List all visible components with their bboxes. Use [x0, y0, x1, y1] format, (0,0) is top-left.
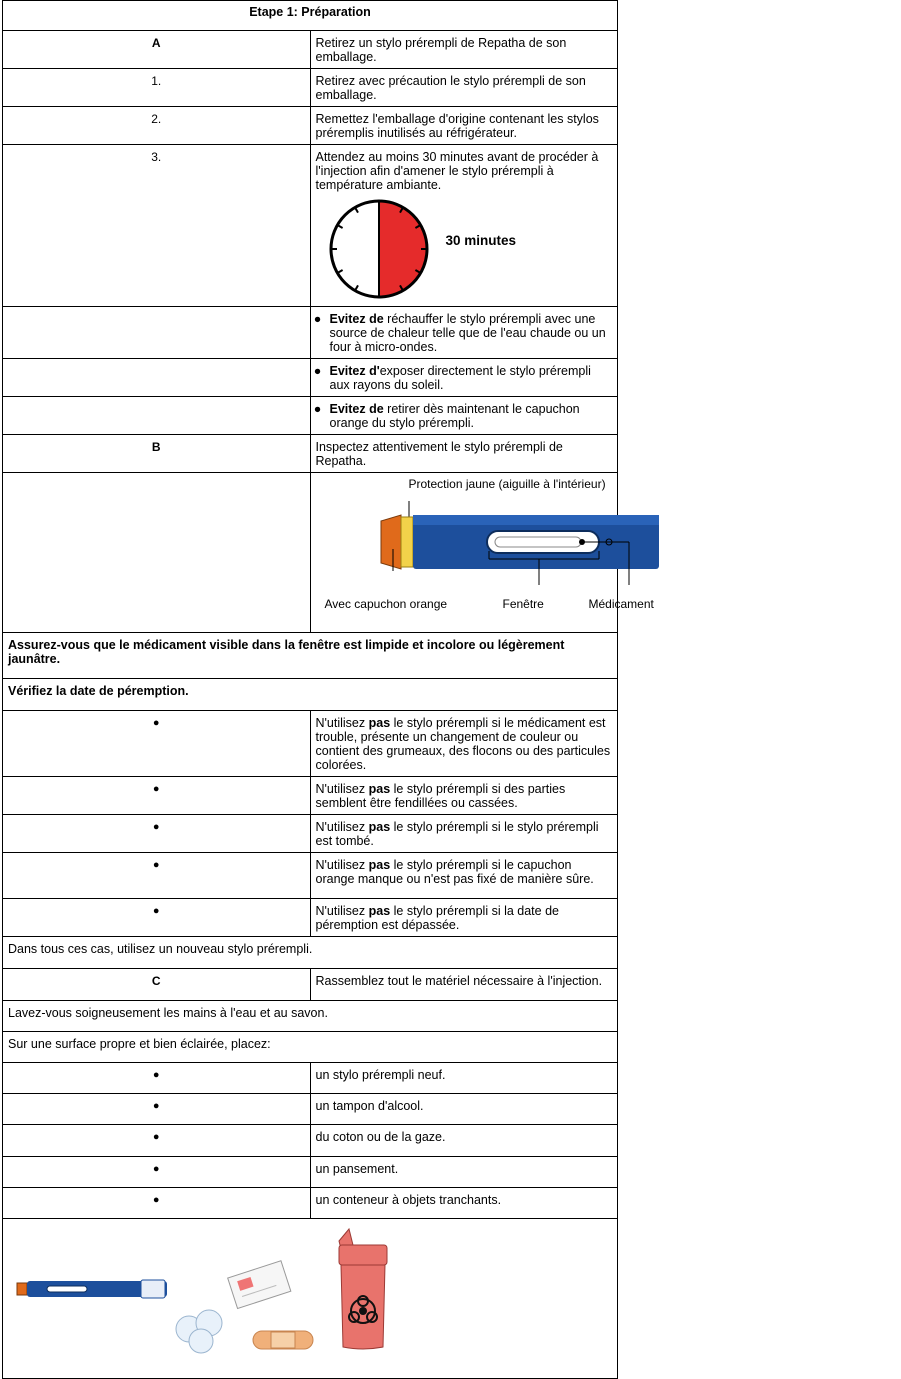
step-number: 3.: [3, 145, 311, 307]
label-window: Fenêtre: [502, 597, 544, 611]
section-key-a: A: [3, 31, 311, 69]
section-key-b: B: [3, 435, 311, 473]
warning-item: Evitez d'exposer directement le stylo prérempli aux rayons du soleil.: [329, 364, 591, 392]
step-title: Etape 1: Préparation: [3, 1, 618, 31]
bullet-icon: ●: [3, 1125, 311, 1157]
label-yellow-guard: Protection jaune (aiguille à l'intérieur): [408, 477, 606, 491]
section-b-text: Inspectez attentivement le stylo prérempli de Repatha.: [310, 435, 618, 473]
label-orange-cap: Avec capuchon orange: [324, 597, 448, 611]
bandage-icon: [253, 1331, 313, 1349]
bullet-icon: ●: [3, 815, 311, 853]
bullet-icon: ●: [3, 1094, 311, 1125]
check-date-text: Vérifiez la date de péremption.: [3, 679, 618, 711]
bullet-icon: ●: [313, 402, 322, 416]
wash-hands-text: Lavez-vous soigneusement les mains à l'eau et au savon.: [3, 1001, 618, 1032]
supply-item: du coton ou de la gaze.: [310, 1125, 618, 1157]
check-clear-text: Assurez-vous que le médicament visible dans la fenêtre est limpide et incolore ou légèrement jaunâtre.: [3, 633, 618, 679]
supply-item: un pansement.: [310, 1157, 618, 1188]
dont-item: N'utilisez pas le stylo prérempli si le médicament est trouble, présente un changement de couleur ou contient des grumeaux, des flocons ou des particules colorées.: [310, 711, 618, 777]
step-number: 2.: [3, 107, 311, 145]
step-text: Attendez au moins 30 minutes avant de procéder à l'injection afin d'amener le stylo prérempli à température ambiante.: [315, 150, 599, 192]
cotton-balls-icon: [176, 1310, 222, 1353]
supplies-illustration: [3, 1219, 617, 1375]
pen-diagram: [311, 473, 654, 631]
instruction-table: [2, 0, 654, 1379]
bullet-icon: ●: [3, 711, 311, 777]
bullet-icon: ●: [313, 312, 322, 326]
dont-item: N'utilisez pas le stylo prérempli si le stylo prérempli est tombé.: [310, 815, 618, 853]
bullet-icon: ●: [3, 853, 311, 899]
bullet-icon: ●: [3, 1188, 311, 1219]
step-text: Retirez avec précaution le stylo prérempli de son emballage.: [310, 69, 618, 107]
supply-item: un stylo prérempli neuf.: [310, 1063, 618, 1094]
bullet-icon: ●: [3, 899, 311, 937]
warning-item: Evitez de réchauffer le stylo prérempli avec une source de chaleur telle que de l'eau chaude ou un four à micro-ondes.: [329, 312, 606, 354]
section-a-text: Retirez un stylo prérempli de Repatha de son emballage.: [310, 31, 618, 69]
bullet-icon: ●: [3, 1063, 311, 1094]
section-key-c: C: [3, 969, 311, 1001]
alcohol-wipe-icon: [228, 1261, 291, 1309]
pen-icon: [17, 1280, 167, 1298]
dont-item: N'utilisez pas le stylo prérempli si la date de péremption est dépassée.: [310, 899, 618, 937]
dont-item: N'utilisez pas le stylo prérempli si le capuchon orange manque ou n'est pas fixé de manière sûre.: [310, 853, 618, 899]
label-medicine: Médicament: [588, 597, 654, 611]
timer-illustration: [316, 192, 613, 302]
section-c-text: Rassemblez tout le matériel nécessaire à l'injection.: [310, 969, 618, 1001]
supplies-illustration-cell: [3, 1219, 618, 1379]
dont-item: N'utilisez pas le stylo prérempli si des parties semblent être fendillées ou cassées.: [310, 777, 618, 815]
pen-diagram-cell: [310, 473, 654, 633]
warning-item: Evitez de retirer dès maintenant le capuchon orange du stylo prérempli.: [329, 402, 580, 430]
all-cases-text: Dans tous ces cas, utilisez un nouveau stylo prérempli.: [3, 937, 618, 969]
bullet-icon: ●: [3, 777, 311, 815]
timer-label: 30 minutes: [445, 233, 517, 248]
step-text: Remettez l'emballage d'origine contenant les stylos préremplis inutilisés au réfrigérateur.: [310, 107, 618, 145]
supply-item: un tampon d'alcool.: [310, 1094, 618, 1125]
bullet-icon: ●: [313, 364, 322, 378]
bullet-icon: ●: [3, 1157, 311, 1188]
step-number: 1.: [3, 69, 311, 107]
step-3-cell: [310, 145, 618, 307]
timer-icon: [324, 196, 434, 304]
sharps-container-icon: [339, 1229, 387, 1349]
supply-item: un conteneur à objets tranchants.: [310, 1188, 618, 1219]
surface-text: Sur une surface propre et bien éclairée, placez:: [3, 1032, 618, 1063]
